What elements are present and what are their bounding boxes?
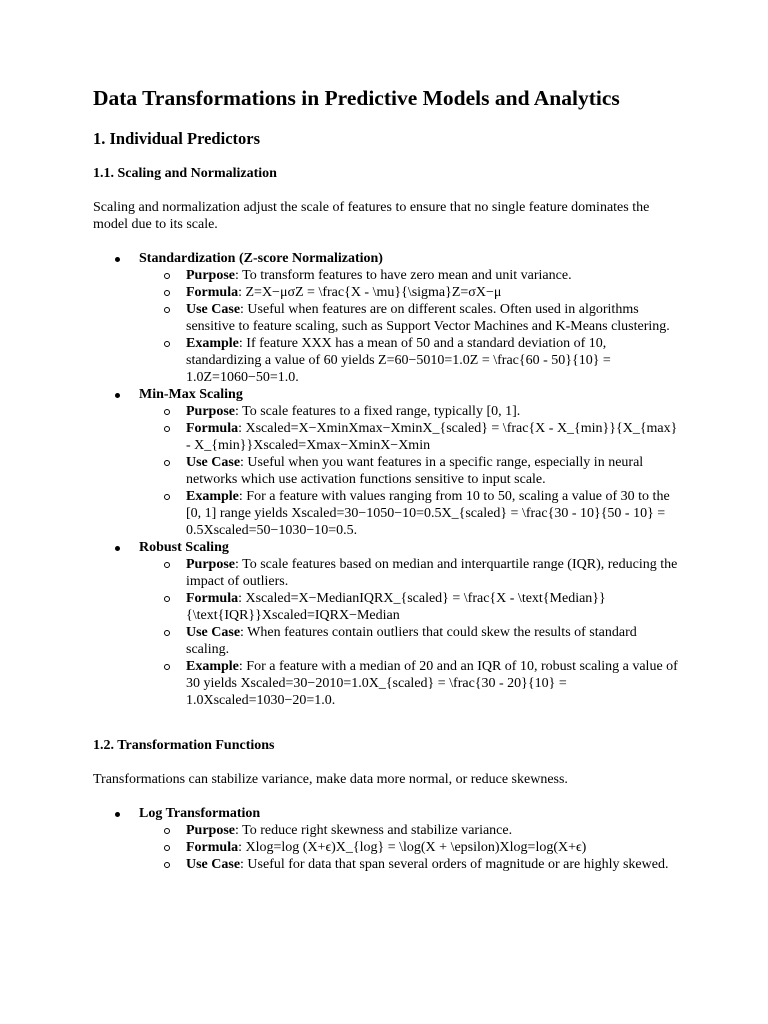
circle-bullet-icon — [164, 273, 170, 279]
detail-label: Formula — [186, 591, 239, 606]
circle-bullet-icon — [164, 494, 170, 500]
scaling-intro-paragraph: Scaling and normalization adjust the scale of features to ensure that no single feature dominates the model due to its scale. — [93, 200, 650, 232]
circle-bullet-icon — [164, 290, 170, 296]
detail-label: Purpose — [186, 404, 235, 419]
list-item-min-max-scaling — [93, 386, 683, 539]
transformations-intro-paragraph: Transformations can stabilize variance, make data more normal, or reduce skewness. — [93, 772, 568, 787]
detail-purpose — [139, 556, 683, 590]
circle-bullet-icon — [164, 862, 170, 868]
detail-formula — [139, 590, 683, 624]
bullet-icon — [115, 546, 120, 551]
detail-text: : If feature XXX has a mean of 50 and a standard deviation of 10, standardizing a value of 60 yields Z=60−5010=1.0Z = \frac{60 - 50}{10} = 1.0Z=1060−50=1.0. — [186, 336, 611, 385]
detail-formula — [139, 284, 683, 301]
detail-label: Use Case — [186, 455, 241, 470]
detail-label: Purpose — [186, 268, 235, 283]
method-details — [139, 403, 683, 539]
document-title: Data Transformations in Predictive Models and Analytics — [93, 86, 620, 110]
circle-bullet-icon — [164, 409, 170, 415]
scaling-methods-list — [93, 250, 683, 709]
detail-example — [139, 488, 683, 539]
detail-label: Example — [186, 336, 239, 351]
method-title: Log Transformation — [139, 806, 261, 821]
detail-text: : When features contain outliers that could skew the results of standard scaling. — [186, 625, 637, 657]
list-item-standardization — [93, 250, 683, 386]
section-heading: 1. Individual Predictors — [93, 129, 261, 148]
detail-text: : Xscaled=X−XminXmax−XminX_{scaled} = \frac{X - X_{min}}{X_{max} - X_{min}}Xscaled=Xmax−XminX−Xmin — [186, 421, 678, 453]
detail-text: : Xlog=log ⁡(X+ϵ)X_{log} = \log(X + \epsilon)Xlog=log(X+ϵ) — [238, 840, 587, 855]
detail-label: Use Case — [186, 857, 241, 872]
detail-text: : Useful for data that span several orders of magnitude or are highly skewed. — [240, 857, 669, 872]
circle-bullet-icon — [164, 562, 170, 568]
detail-label: Formula — [186, 285, 239, 300]
detail-label: Example — [186, 659, 239, 674]
method-title: Min-Max Scaling — [139, 387, 243, 402]
bullet-icon — [115, 257, 120, 262]
detail-label: Purpose — [186, 823, 235, 838]
method-details — [139, 822, 683, 873]
bullet-icon — [115, 812, 120, 817]
detail-purpose — [139, 267, 683, 284]
detail-text: : For a feature with a median of 20 and an IQR of 10, robust scaling a value of 30 yields Xscaled=30−2010=1.0X_{scaled} = \frac{30 - 20}{10} = 1.0Xscaled=1030−20=1.0. — [186, 659, 678, 708]
detail-use-case — [139, 856, 683, 873]
detail-text: : To transform features to have zero mean and unit variance. — [235, 268, 572, 283]
circle-bullet-icon — [164, 341, 170, 347]
detail-label: Formula — [186, 421, 239, 436]
subsection-heading-scaling: 1.1. Scaling and Normalization — [93, 166, 277, 181]
detail-text: : Useful when features are on different scales. Often used in algorithms sensitive to feature scaling, such as Support Vector Machines and K-Means clustering. — [186, 302, 670, 334]
bullet-icon — [115, 393, 120, 398]
detail-text: : To scale features based on median and interquartile range (IQR), reducing the impact of outliers. — [186, 557, 678, 589]
detail-purpose — [139, 403, 683, 420]
circle-bullet-icon — [164, 426, 170, 432]
detail-text: : To reduce right skewness and stabilize variance. — [235, 823, 513, 838]
detail-label: Example — [186, 489, 239, 504]
detail-formula — [139, 420, 683, 454]
detail-formula — [139, 839, 683, 856]
detail-label: Formula — [186, 840, 239, 855]
detail-use-case — [139, 624, 683, 658]
detail-text: : Xscaled=X−MedianIQRX_{scaled} = \frac{X - \text{Median}}{\text{IQR}}Xscaled=IQRX−Median — [186, 591, 606, 623]
circle-bullet-icon — [164, 845, 170, 851]
detail-use-case — [139, 454, 683, 488]
circle-bullet-icon — [164, 664, 170, 670]
circle-bullet-icon — [164, 460, 170, 466]
detail-use-case — [139, 301, 683, 335]
circle-bullet-icon — [164, 307, 170, 313]
detail-example — [139, 658, 683, 709]
detail-text: : Useful when you want features in a specific range, especially in neural networks which use activation functions sensitive to input scale. — [186, 455, 644, 487]
transformation-functions-list — [93, 805, 683, 873]
detail-label: Use Case — [186, 625, 241, 640]
method-title: Robust Scaling — [139, 540, 229, 555]
circle-bullet-icon — [164, 828, 170, 834]
list-item-robust-scaling — [93, 539, 683, 709]
method-title: Standardization (Z-score Normalization) — [139, 251, 383, 266]
detail-label: Purpose — [186, 557, 235, 572]
detail-example — [139, 335, 683, 386]
detail-label: Use Case — [186, 302, 241, 317]
list-item-log-transformation — [93, 805, 683, 873]
subsection-heading-transformations: 1.2. Transformation Functions — [93, 738, 275, 753]
detail-text: : For a feature with values ranging from 10 to 50, scaling a value of 30 to the [0, 1] range yields Xscaled=30−1050−10=0.5X_{scaled} = \frac{30 - 10}{50 - 10} = 0.5Xscaled=50−1030−10=0.5. — [186, 489, 670, 538]
circle-bullet-icon — [164, 596, 170, 602]
detail-text: : To scale features to a fixed range, typically [0, 1]. — [235, 404, 521, 419]
detail-text: : Z=X−μσZ = \frac{X - \mu}{\sigma}Z=σX−μ — [238, 285, 502, 300]
circle-bullet-icon — [164, 630, 170, 636]
method-details — [139, 556, 683, 709]
method-details — [139, 267, 683, 386]
detail-purpose — [139, 822, 683, 839]
